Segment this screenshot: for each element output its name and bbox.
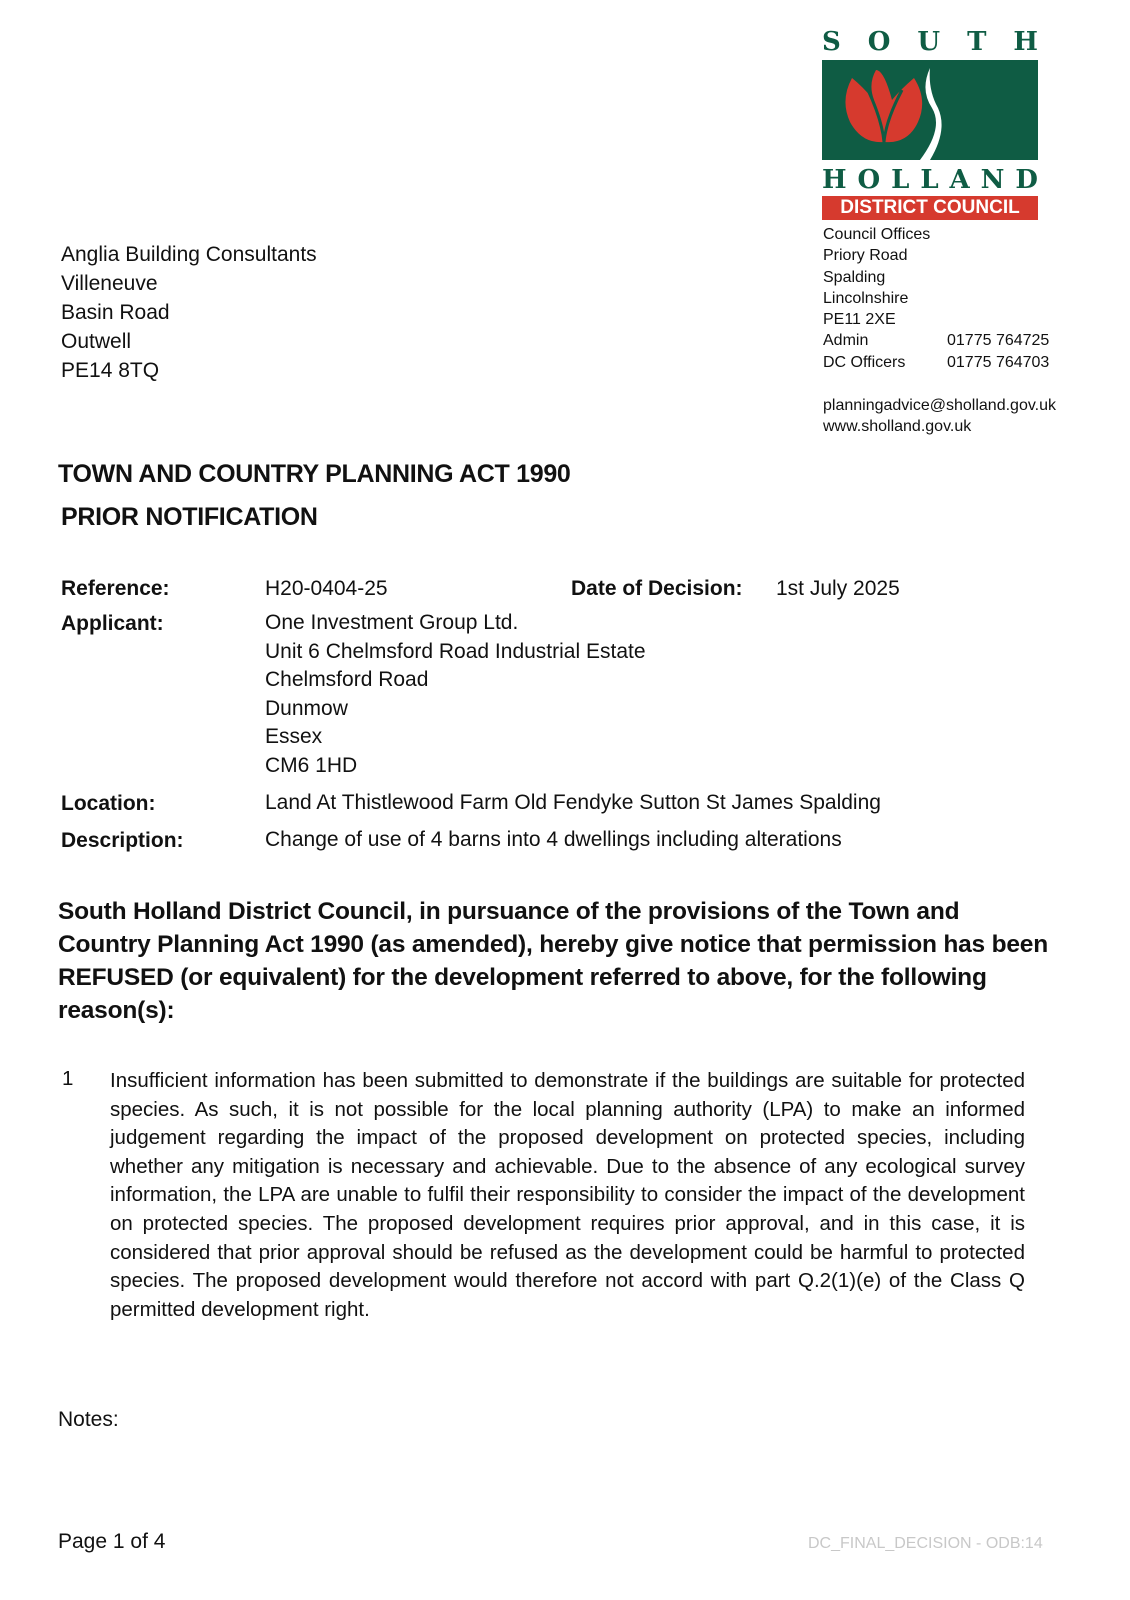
reference-value: H20-0404-25 xyxy=(265,577,388,600)
refusal-notice: South Holland District Council, in pursuance of the provisions of the Town and Country Planning Act 1990 (as amended), hereby give notice that permission has been REFUSED (or equivalent) for the development referred to above, for the following reason(s): xyxy=(58,898,1048,1024)
description-value: Change of use of 4 barns into 4 dwellings including alterations xyxy=(265,828,842,851)
location-value: Land At Thistlewood Farm Old Fendyke Sutton St James Spalding xyxy=(265,791,881,814)
address-line: Villeneuve xyxy=(61,272,158,295)
logo-middle-word xyxy=(822,166,1038,194)
reason-text: Insufficient information has been submitted to demonstrate if the buildings are suitable for protected species. As such, it is not possible for the local planning authority (LPA) to make an informed judgement regarding the impact of the proposed development on protected species, including whether any mitigation is necessary and achievable. Due to the absence of any ecological survey information, the LPA are unable to fulfil their responsibility to consider the impact of the development on protected species. The proposed development requires prior approval, and in this case, it is considered that prior approval should be refused as the development could be harmful to protected species. The proposed development would therefore not accord with part Q.2(1)(e) of the Class Q permitted development right. xyxy=(110,1069,1025,1321)
notification-title: PRIOR NOTIFICATION xyxy=(61,503,318,531)
council-contact xyxy=(823,224,1056,438)
email-link[interactable]: planningadvice@sholland.gov.uk xyxy=(823,397,1056,415)
logo-letter: A xyxy=(949,165,970,195)
logo-letter: H xyxy=(1013,27,1038,57)
council-address-line: Council Offices xyxy=(823,226,931,243)
act-title: TOWN AND COUNTRY PLANNING ACT 1990 xyxy=(58,460,571,488)
logo-bottom-text: DISTRICT COUNCIL xyxy=(822,196,1038,220)
reason-number: 1 xyxy=(62,1067,74,1090)
council-address-line: Lincolnshire xyxy=(823,289,909,307)
applicant-line: Chelmsford Road xyxy=(265,668,429,691)
applicant-label: Applicant: xyxy=(61,612,164,635)
applicant-value xyxy=(265,609,646,780)
logo-top-word xyxy=(822,28,1038,56)
applicant-line: CM6 1HD xyxy=(265,753,358,777)
location-label: Location: xyxy=(61,792,156,815)
phone-label: DC Officers xyxy=(823,353,906,371)
logo-letter: S xyxy=(822,27,841,57)
date-value: 1st July 2025 xyxy=(776,577,900,600)
logo-letter: D xyxy=(1015,165,1038,195)
phone-label: Admin xyxy=(823,332,869,350)
council-address-line: Spalding xyxy=(823,268,886,286)
applicant-line: Essex xyxy=(265,725,323,748)
council-logo xyxy=(822,28,1038,220)
council-address-line: Priory Road xyxy=(823,247,908,265)
footer-code: DC_FINAL_DECISION - ODB:14 xyxy=(808,1535,1043,1552)
phone-number: 01775 764725 xyxy=(947,332,1050,350)
logo-letter: H xyxy=(822,165,847,195)
description-label: Description: xyxy=(61,829,184,852)
applicant-line: One Investment Group Ltd. xyxy=(265,611,519,634)
applicant-line: Unit 6 Chelmsford Road Industrial Estate xyxy=(265,639,646,663)
address-line: Basin Road xyxy=(61,301,170,324)
tulip-emblem xyxy=(822,60,1038,160)
logo-letter: L xyxy=(920,165,939,195)
page-number: Page 1 of 4 xyxy=(58,1530,166,1553)
logo-letter: O xyxy=(857,165,881,195)
website-link[interactable]: www.sholland.gov.uk xyxy=(823,418,972,436)
phone-admin xyxy=(823,330,1056,351)
logo-letter: U xyxy=(917,27,941,57)
logo-letter: N xyxy=(980,165,1005,195)
logo-letter: T xyxy=(967,27,987,57)
logo-letter: L xyxy=(891,165,910,195)
reference-label: Reference: xyxy=(61,577,170,600)
address-line: PE14 8TQ xyxy=(61,359,160,382)
phone-number: 01775 764703 xyxy=(947,353,1050,371)
date-label: Date of Decision: xyxy=(571,577,743,600)
applicant-line: Dunmow xyxy=(265,696,348,720)
notes-label: Notes: xyxy=(58,1408,119,1431)
phone-dc-officers xyxy=(823,352,1056,373)
recipient-address xyxy=(61,240,317,385)
council-address-line: PE11 2XE xyxy=(823,311,896,329)
address-line: Outwell xyxy=(61,330,132,353)
logo-letter: O xyxy=(867,27,891,57)
address-line: Anglia Building Consultants xyxy=(61,243,317,266)
